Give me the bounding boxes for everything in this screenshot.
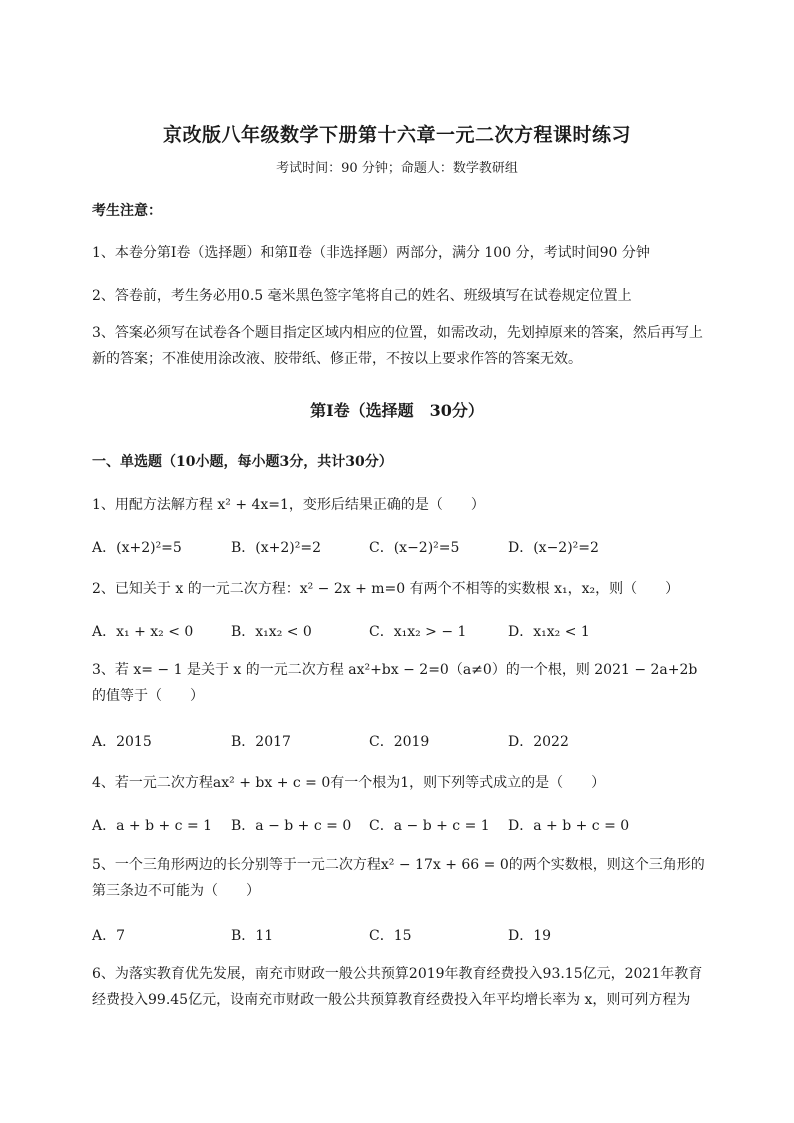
question-2-option-b: B．x₁x₂ < 0 [231, 624, 312, 640]
notice-item-2: 2、答卷前，考生务必用0.5 毫米黑色签字笔将自己的姓名、班级填写在试卷规定位置上 [92, 288, 632, 304]
question-6-stem: 6、为落实教育优先发展，南充市财政一般公共预算2019年教育经费投入93.15亿元，2021年教育经费投入99.45亿元，设南充市财政一般公共预算教育经费投入年平均增长率为 x，则可列方程为 [92, 966, 703, 1008]
section-title: 第Ⅰ卷（选择题 30分） [310, 401, 484, 420]
part-heading: 一、单选题（10小题，每小题3分，共计30分） [92, 454, 393, 470]
question-1-option-b: B．(x+2)²=2 [231, 540, 321, 556]
question-3-option-b: B．2017 [231, 734, 291, 750]
question-5-option-c: C．15 [369, 928, 412, 944]
question-2-option-d: D．x₁x₂ < 1 [508, 624, 590, 640]
notice-item-3: 3、答案必须写在试卷各个题目指定区域内相应的位置，如需改动，先划掉原来的答案，然后再写上新的答案；不准使用涂改液、胶带纸、修正带，不按以上要求作答的答案无效。 [92, 325, 703, 367]
question-5-stem: 5、一个三角形两边的长分别等于一元二次方程x² − 17x + 66 = 0的两个实数根，则这个三角形的第三条边不可能为（ ） [92, 857, 705, 899]
notice-item-1: 1、本卷分第Ⅰ卷（选择题）和第Ⅱ卷（非选择题）两部分，满分 100 分，考试时间90 分钟 [92, 245, 650, 261]
question-1-stem: 1、用配方法解方程 x² + 4x=1，变形后结果正确的是（ ） [92, 497, 485, 513]
question-4-option-d: D．a + b + c = 0 [508, 818, 630, 834]
question-4-stem: 4、若一元二次方程ax² + bx + c = 0有一个根为1，则下列等式成立的是（ ） [92, 775, 606, 791]
question-5-option-a: A．7 [92, 928, 126, 944]
page-title: 京改版八年级数学下册第十六章一元二次方程课时练习 [162, 124, 631, 146]
question-2-option-c: C．x₁x₂ > − 1 [369, 624, 467, 640]
question-2-option-a: A．x₁ + x₂ < 0 [92, 624, 194, 640]
question-3-stem: 3、若 x= − 1 是关于 x 的一元二次方程 ax²+bx − 2=0（a≠0）的一个根，则 2021 − 2a+2b 的值等于（ ） [92, 662, 698, 704]
question-3-option-d: D．2022 [508, 734, 569, 750]
question-2-stem: 2、已知关于 x 的一元二次方程：x² − 2x + m=0 有两个不相等的实数根 x₁，x₂，则（ ） [92, 581, 680, 597]
question-4-option-a: A．a + b + c = 1 [92, 818, 213, 834]
question-1-option-c: C．(x−2)²=5 [369, 540, 460, 556]
question-4-option-c: C．a − b + c = 1 [369, 818, 490, 834]
page-subtitle: 考试时间：90 分钟；命题人：数学教研组 [276, 161, 518, 176]
question-1-option-a: A．(x+2)²=5 [92, 540, 182, 556]
question-4-option-b: B．a − b + c = 0 [231, 818, 352, 834]
question-3-option-a: A．2015 [92, 734, 152, 750]
question-5-option-b: B．11 [231, 928, 274, 944]
question-1-option-d: D．(x−2)²=2 [508, 540, 599, 556]
question-5-option-d: D．19 [508, 928, 552, 944]
notice-heading: 考生注意： [92, 203, 162, 219]
question-3-option-c: C．2019 [369, 734, 430, 750]
